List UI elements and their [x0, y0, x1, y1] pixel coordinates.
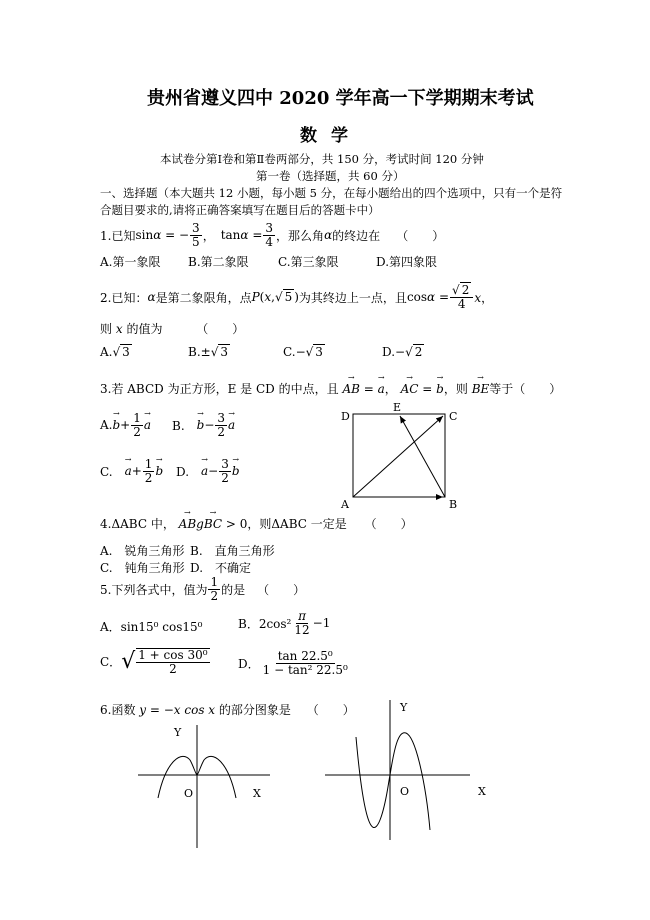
q6-text: 6.函数 [100, 703, 136, 717]
q3-option-c[interactable]: C. → a + $\frac{1}{2}$ → b [100, 458, 163, 484]
question-6 [100, 701, 355, 718]
q3-vec-ac: → AC [401, 382, 419, 396]
q2-option-d[interactable]: D.−√ 2 [382, 345, 423, 359]
graph-a-y-label: Y [174, 726, 182, 739]
q5-option-b[interactable]: B．2cos² $\frac{\pi}{12}$ −1 [238, 609, 331, 637]
subject-title: 数学 [300, 126, 362, 146]
q1-suffix2: 的终边在 [332, 228, 381, 243]
q3-vec-ab: → AB [342, 382, 359, 396]
q1-paren: （ ） [396, 228, 445, 243]
q2-paren: （ ） [196, 322, 245, 336]
graph-a-x-label: X [253, 787, 261, 800]
exam-title: 贵州省遵义四中 2020 学年高一下学期期末考试 [147, 88, 534, 109]
graph-b-y-label: Y [400, 701, 408, 714]
question-1 [100, 222, 444, 248]
q5-text2: 的是 [221, 582, 246, 597]
q6-func: y = −x cos x [139, 703, 216, 717]
q2-line2-text: 则 [100, 322, 113, 336]
q1-frac-sin: $\frac{3}{5}$ [192, 221, 200, 249]
q6-graph-a[interactable] [130, 720, 280, 850]
question-3: 3.若 ABCD 为正方形，E 是 CD 的中点，且 → AB = → a， → AC = → b，则 → BE等于（ ） [100, 380, 561, 397]
q3-option-a[interactable]: A. → b + $\frac{1}{2}$ → a [100, 412, 151, 438]
q6-graph-b[interactable] [320, 695, 500, 845]
q1-mid: ， [202, 228, 215, 243]
q3-option-d[interactable]: D. → a − $\frac{3}{2}$ → b [176, 458, 240, 484]
q1-tan: tanα = [220, 228, 263, 243]
q4-option-d[interactable]: D. 不确定 [190, 561, 252, 575]
graph-b-x-label: X [478, 785, 486, 798]
section-heading-cont: 合题目要求的,请将正确答案填写在题目后的答题卡中） [100, 203, 380, 217]
q2-option-b[interactable]: B.±√ 3 [188, 345, 228, 359]
section-heading: 一、选择题（本大题共 12 小题，每小题 5 分，在每小题给出的四个选项中，只有一个是符 [100, 186, 563, 200]
q1-option-d[interactable]: D.第四象限 [376, 255, 438, 269]
label-d: D [341, 410, 350, 423]
q2-option-c[interactable]: C.−√ 3 [283, 345, 323, 359]
graph-b-o-label: O [400, 785, 410, 798]
q2-option-a[interactable]: A.√ 3 [100, 345, 130, 359]
graph-a-o-label: O [184, 787, 194, 800]
q2-text3: 为其终边上一点，且 [298, 290, 407, 305]
q2-point: P(x,√ 5 ) [251, 290, 299, 305]
q1-sin: sinα = − [135, 228, 190, 243]
part-one-title: 第一卷（选择题，共 60 分） [256, 169, 405, 183]
graph-b-curve [356, 733, 430, 830]
q5-option-d[interactable]: D． $\frac{\text{tan 22.5⁰}}{\text{1 − tan² 22.5⁰}}$ [238, 649, 348, 677]
q1-suffix: ，那么角 [276, 228, 325, 243]
q3-vec-be: → BE [472, 382, 490, 396]
q5-option-c[interactable]: C． √ $\frac{\text{1 + cos 30⁰}}{2}$ [100, 648, 208, 676]
q2-x-var: x [115, 322, 123, 336]
q2-line2 [100, 320, 244, 337]
q3-option-b[interactable]: B. → b − $\frac{3}{2}$ → a [172, 412, 235, 438]
q4-paren: （ ） [364, 517, 413, 531]
q3-text: 3.若 ABCD 为正方形，E 是 CD 的中点，且 [100, 382, 339, 396]
vector-ac [353, 416, 443, 497]
exam-intro: 本试卷分第Ⅰ卷和第Ⅱ卷两部分，共 150 分，考试时间 120 分钟 [160, 152, 484, 166]
q4-option-a[interactable]: A. 锐角三角形 [100, 544, 185, 558]
q1-option-c[interactable]: C.第三象限 [278, 255, 339, 269]
vector-be [400, 416, 445, 497]
question-2 [100, 284, 493, 310]
q4-option-c[interactable]: C. 钝角三角形 [100, 561, 185, 575]
q4-option-b[interactable]: B. 直角三角形 [190, 544, 275, 558]
q6-paren: （ ） [306, 703, 355, 717]
q1-frac-tan: $\frac{3}{4}$ [265, 221, 274, 249]
q1-option-a[interactable]: A.第一象限 [100, 255, 161, 269]
question-4: 4.ΔABC 中， → ABg→ BC > 0，则ΔABC 一定是 （ ） [100, 515, 413, 532]
q6-text2: 的部分图象是 [218, 703, 291, 717]
q2-alpha: α [147, 290, 156, 305]
label-e: E [393, 401, 402, 414]
q2-frac: $\frac{√ 2}{4}$ [450, 284, 473, 310]
q2-text2: 是第二象限角，点 [155, 290, 252, 305]
q5-option-a[interactable]: A．sin15⁰ cos15⁰ [100, 620, 203, 634]
q2-line2b: 的值为 [126, 322, 163, 336]
q1-prefix: 1.已知 [100, 228, 136, 243]
q5-paren: （ ） [257, 582, 306, 597]
label-b: B [449, 498, 458, 511]
q1-alpha: α [324, 228, 333, 243]
label-c: C [449, 410, 458, 423]
q5-half: $\frac{1}{2}$ [210, 575, 219, 603]
q4-text: 4.ΔABC 中， [100, 517, 175, 531]
q2-cos: cosα = [406, 290, 450, 305]
q2-x: x， [474, 290, 494, 305]
question-5 [100, 576, 305, 602]
label-a: A [341, 498, 349, 511]
q2-text1: 2.已知： [100, 290, 148, 305]
q5-text: 5.下列各式中，值为 [100, 582, 208, 597]
q3-square-diagram [335, 400, 470, 512]
q1-option-b[interactable]: B.第二象限 [188, 255, 249, 269]
